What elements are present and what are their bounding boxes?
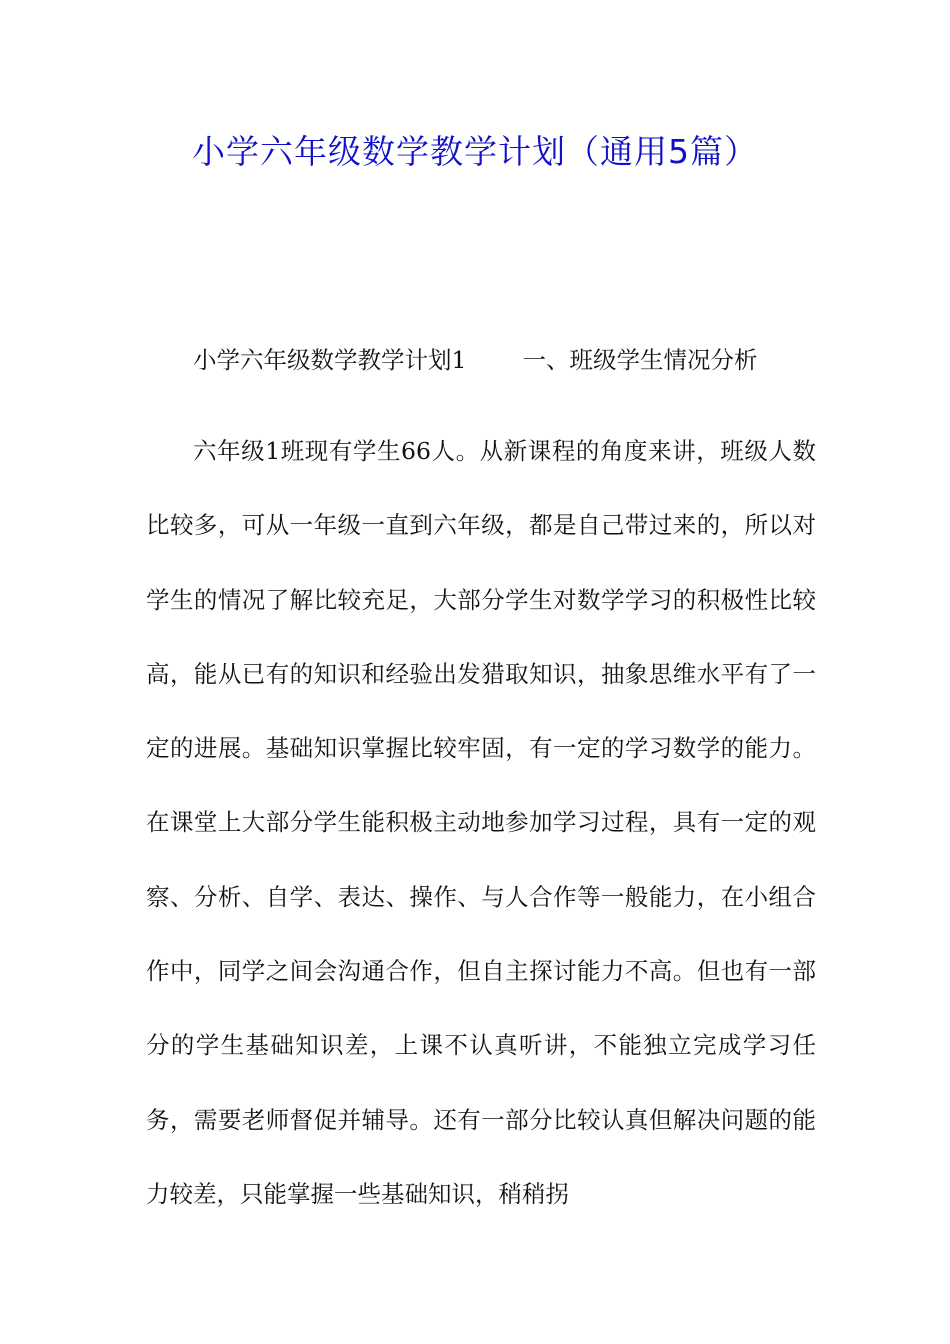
plan-label: 小学六年级数学教学计划1: [193, 346, 467, 374]
section-heading: 一、班级学生情况分析: [522, 346, 758, 374]
body-paragraph: 六年级1班现有学生66人。从新课程的角度来讲，班级人数比较多，可从一年级一直到六年级，都是自己带过来的，所以对学生的情况了解比较充足，大部分学生对数学学习的积极性比较高，能从已有的知识和经验出发猎取知识，抽象思维水平有了一定的进展。基础知识掌握比较牢固，有一定的学习数学的能力。在课堂上大部分学生能积极主动地参加学习过程，具有一定的观察、分析、自学、表达、操作、与人合作等一般能力，在小组合作中，同学之间会沟通合作，但自主探讨能力不高。但也有一部分的学生基础知识差，上课不认真听讲，不能独立完成学习任务，需要老师督促并辅导。还有一部分比较认真但解决问题的能力较差，只能掌握一些基础知识，稍稍拐: [146, 437, 816, 1208]
document-title: 小学六年级数学教学计划（通用5篇）: [192, 132, 758, 171]
section-heading-line: [146, 340, 816, 380]
